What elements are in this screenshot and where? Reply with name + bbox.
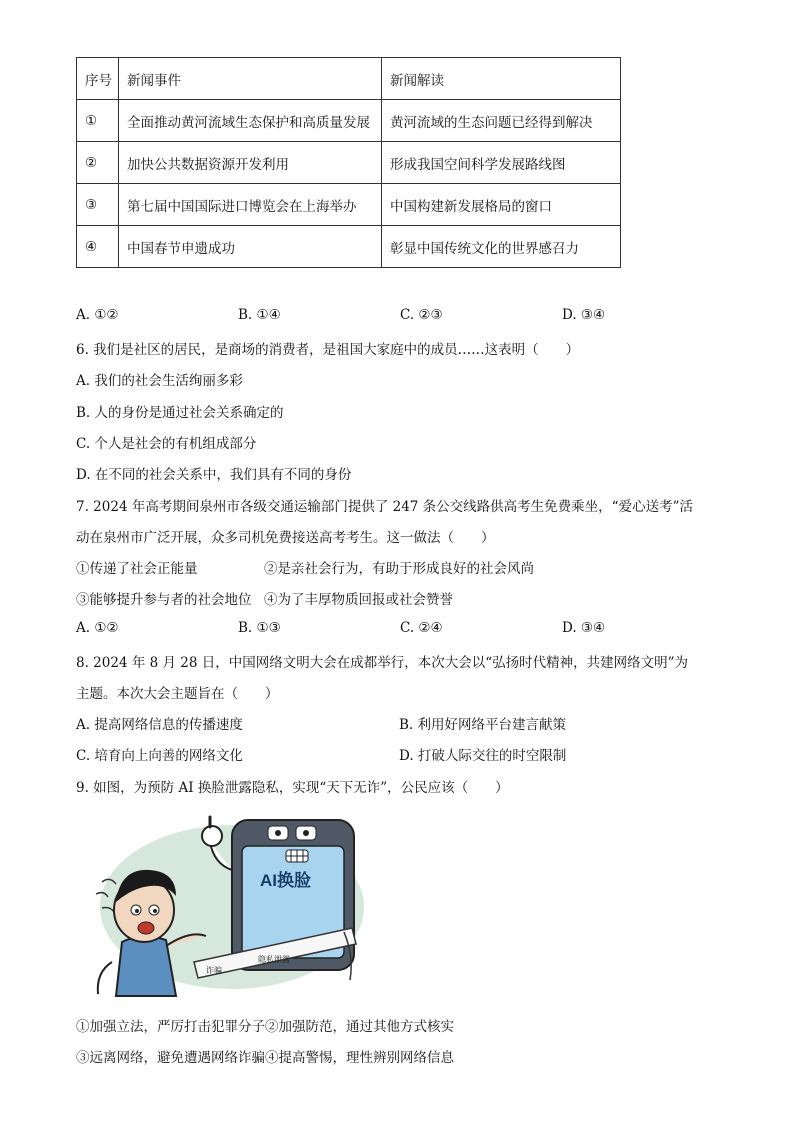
q8-option-b: B. 利用好网络平台建言献策: [399, 717, 567, 733]
q7-stem-line1: 7. 2024 年高考期间泉州市各级交通运输部门提供了 247 条公交线路供高考生免费乘坐，“爱心送考”活: [76, 499, 693, 515]
table-header-cell: 新闻事件: [119, 58, 382, 100]
ai-face-swap-cartoon: [82, 812, 378, 1002]
q7-statement-1: ①传递了社会正能量: [76, 561, 198, 577]
q9-stem: 9. 如图，为预防 AI 换脸泄露隐私，实现“天下无诈”，公民应该（ ）: [76, 780, 509, 796]
q8-stem-line2: 主题。本次大会主题旨在（ ）: [76, 686, 279, 702]
q8-option-a: A. 提高网络信息的传播速度: [76, 717, 243, 733]
q7-stem-line2: 动在泉州市广泛开展，众多司机免费接送高考考生。这一做法（ ）: [76, 530, 495, 546]
table-row: [77, 226, 621, 268]
q8-option-d: D. 打破人际交往的时空限制: [399, 748, 567, 764]
q5-option-d: D. ③④: [562, 307, 606, 323]
table-row: [77, 184, 621, 226]
q6-option-d: D. 在不同的社会关系中，我们具有不同的身份: [76, 467, 352, 483]
table-cell: 中国春节申遗成功: [119, 226, 382, 268]
table-header-cell: 序号: [77, 58, 119, 100]
q8-option-c: C. 培育向上向善的网络文化: [76, 748, 243, 764]
table-row: [77, 100, 621, 142]
q7-statement-2: ②是亲社会行为，有助于形成良好的社会风尚: [264, 561, 534, 577]
table-cell: 黄河流域的生态问题已经得到解决: [382, 100, 621, 142]
q7-option-d: D. ③④: [562, 620, 606, 636]
q7-option-a: A. ①②: [76, 620, 119, 636]
table-cell: ④: [77, 226, 119, 268]
table-row: [77, 142, 621, 184]
q9-statements-line1: ①加强立法，严厉打击犯罪分子②加强防范，通过其他方式核实: [76, 1019, 454, 1035]
table-cell: 全面推动黄河流域生态保护和高质量发展: [119, 100, 382, 142]
q6-stem: 6. 我们是社区的居民，是商场的消费者，是祖国大家庭中的成员……这表明（ ）: [76, 342, 580, 358]
table-cell: ③: [77, 184, 119, 226]
table-cell: 形成我国空间科学发展路线图: [382, 142, 621, 184]
q5-option-a: A. ①②: [76, 307, 119, 323]
table-cell: ①: [77, 100, 119, 142]
q7-statement-4: ④为了丰厚物质回报或社会赞誉: [264, 592, 453, 608]
q6-option-a: A. 我们的社会生活绚丽多彩: [76, 373, 243, 389]
q8-stem-line1: 8. 2024 年 8 月 28 日，中国网络文明大会在成都举行，本次大会以“弘扬时代精神，共建网络文明”为: [76, 655, 689, 671]
table-cell: 加快公共数据资源开发利用: [119, 142, 382, 184]
banner-left-text: 诈骗: [206, 966, 222, 975]
table-cell: 中国构建新发展格局的窗口: [382, 184, 621, 226]
q7-option-c: C. ②④: [400, 620, 443, 636]
table-cell: 第七届中国国际进口博览会在上海举办: [119, 184, 382, 226]
q6-option-b: B. 人的身份是通过社会关系确定的: [76, 405, 284, 421]
q7-statement-3: ③能够提升参与者的社会地位: [76, 592, 252, 608]
q6-option-c: C. 个人是社会的有机组成部分: [76, 436, 257, 452]
table-header-cell: 新闻解读: [382, 58, 621, 100]
news-table: [76, 57, 621, 268]
q7-option-b: B. ①③: [238, 620, 281, 636]
table-cell: ②: [77, 142, 119, 184]
table-header-row: [77, 58, 621, 100]
phone-text: AI换脸: [260, 871, 311, 890]
q5-option-b: B. ①④: [238, 307, 281, 323]
table-cell: 彰显中国传统文化的世界感召力: [382, 226, 621, 268]
q9-statements-line2: ③远离网络，避免遭遇网络诈骗④提高警惕，理性辨别网络信息: [76, 1050, 454, 1066]
banner-right-text: 隐私泄露: [258, 955, 290, 964]
q5-option-c: C. ②③: [400, 307, 443, 323]
